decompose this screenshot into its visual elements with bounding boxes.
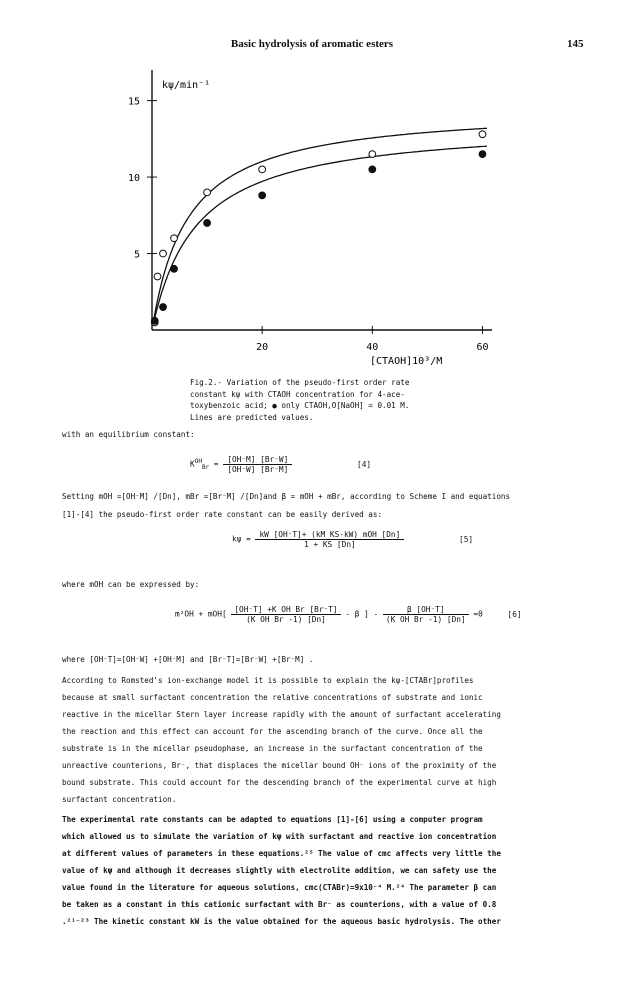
fitted-curve-2 <box>154 146 487 322</box>
equation-4: $K^{OH}_{Br}$ = $\frac{[OH^-M] [Br^-W]}{[OH^-W] [Br^-M]}$ [4] <box>190 455 372 474</box>
caption-line-3: toxybenzoic acid; ● only CTAOH,O[NaOH] = 0.01 M. <box>190 401 410 410</box>
setting-line-1: Setting mOH =[OH⁻M] /[Dn], mBr =[Br⁻M] /[Dn]and β = mOH + mBr, according to Scheme I and equations <box>62 492 511 501</box>
y-tick-label: 5 <box>133 249 140 261</box>
data-point-filled <box>259 192 266 199</box>
y-axis-label: kψ/min⁻¹ <box>162 80 211 91</box>
x-axis-label: [CTAOH]10³/M <box>370 356 443 367</box>
data-point-open <box>479 131 486 138</box>
equation-5 <box>232 530 473 549</box>
page-number: 145 <box>567 38 584 50</box>
eq4-numerator: [OH⁻M] [Br⁻W] <box>223 455 292 465</box>
eq5-numerator: kW [OH⁻T]+ (kM KS-kW) mOH [Dn] <box>255 530 404 540</box>
eq5-lhs: kψ = <box>232 534 251 544</box>
y-tick-label: 15 <box>127 96 140 108</box>
x-tick-label: 60 <box>476 342 489 353</box>
data-point-filled <box>160 304 167 311</box>
x-tick-label: 40 <box>366 342 379 353</box>
eq4-label: [4] <box>357 459 372 469</box>
data-point-open <box>160 250 167 257</box>
kinetics-chart <box>0 0 624 370</box>
caption-line-1: Fig.2.- Variation of the pseudo-first order rate <box>190 378 410 387</box>
y-tick-label: 10 <box>127 173 140 185</box>
setting-line-2: [1]-[4] the pseudo-first order rate constant can be easily derived as: <box>62 510 383 519</box>
running-header: Basic hydrolysis of aromatic esters <box>230 38 394 50</box>
data-point-open <box>154 273 161 280</box>
data-point-open <box>369 151 376 158</box>
caption-line-4: Lines are predicted values. <box>190 412 314 422</box>
caption-line-2: constant kψ with CTAOH concentration for 4-ace- <box>190 389 405 399</box>
data-point-open <box>171 235 178 242</box>
eq5-label: [5] <box>459 534 474 544</box>
eq5-denominator: 1 + KS [Dn] <box>304 540 356 549</box>
data-point-open <box>204 189 211 196</box>
where-text-2: where [OH⁻T]=[OH⁻W] +[OH⁻M] and [Br⁻T]=[Br⁻W] +[Br⁻M] . <box>62 655 314 664</box>
data-point-open <box>259 166 266 173</box>
data-point-filled <box>369 166 376 173</box>
data-point-filled <box>204 220 211 227</box>
equation-6: m²OH + mOH[ $\frac{\text{[OH⁻T] +K OH Br [Br⁻T]}}{\text{(K OH Br -1) [Dn]}}$ - β ] - $\frac{\beta [OH^-T]}{\text{(K OH Br -1) [Dn]}}$ =0 [6] <box>175 605 522 624</box>
intro-text: with an equilibrium constant: <box>62 430 195 439</box>
eq4-denominator: [OH⁻W] [Br⁻M] <box>227 465 289 474</box>
eq4-lhs: K <box>190 459 195 469</box>
x-tick-label: 20 <box>256 342 269 353</box>
data-point-filled <box>479 151 486 158</box>
data-point-filled <box>151 317 158 324</box>
where-text-1: where mOH can be expressed by: <box>62 580 200 589</box>
data-point-filled <box>171 265 178 272</box>
